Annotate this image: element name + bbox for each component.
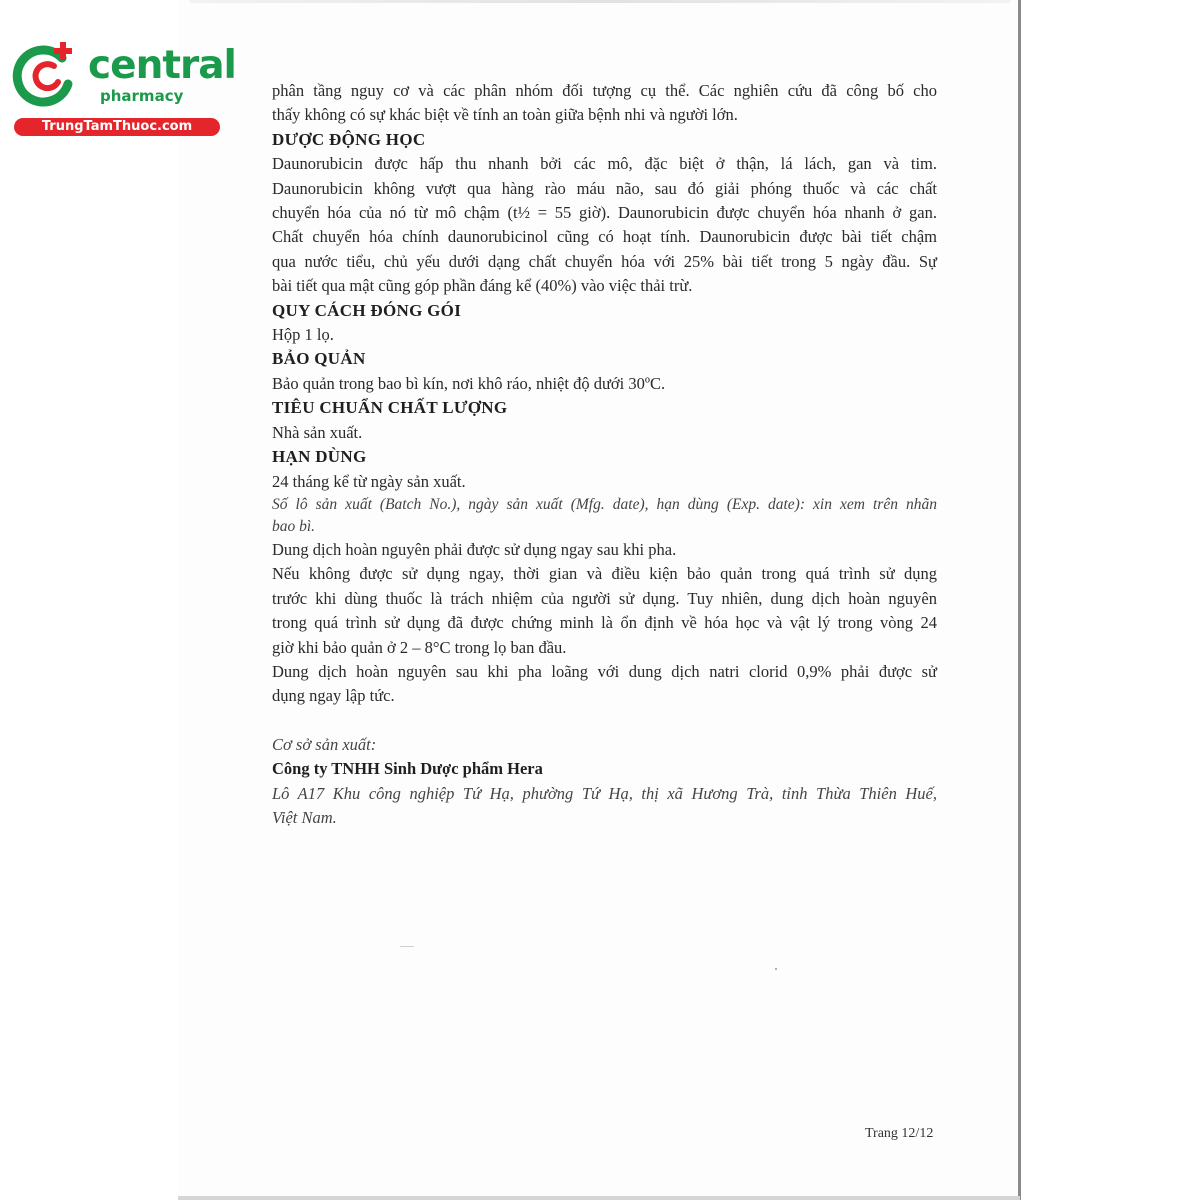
page-right-edge <box>1018 0 1021 1200</box>
scan-speck <box>400 946 414 947</box>
scan-speck <box>775 968 777 970</box>
batch-info-line: bao bì. <box>272 517 316 535</box>
logo-website-url[interactable]: TrungTamThuoc.com <box>14 118 220 136</box>
expiry-text: 24 tháng kể từ ngày sản xuất. <box>272 471 466 491</box>
storage-text: Bảo quản trong bao bì kín, nơi khô ráo, nhiệt độ dưới 30ºC. <box>272 373 666 393</box>
manufacturer-name: Công ty TNHH Sinh Dược phẩm Hera <box>272 759 543 779</box>
section-heading-quality-standard: TIÊU CHUẨN CHẤT LƯỢNG <box>272 398 508 418</box>
text-line: Dung dịch hoàn nguyên sau khi pha loãng với dung dịch natri clorid 0,9% phải được sử <box>272 661 937 681</box>
text-line: dụng ngay lập tức. <box>272 686 395 706</box>
manufacturer-address-line: Việt Nam. <box>272 807 337 827</box>
manufacturer-label: Cơ sở sản xuất: <box>272 734 377 754</box>
text-line: bài tiết qua mật cũng góp phần đáng kể (40%) vào việc thải trừ. <box>272 276 693 296</box>
logo-wordmark: central <box>88 43 236 88</box>
section-heading-packaging: QUY CÁCH ĐÓNG GÓI <box>272 300 462 320</box>
reconstitution-text: Dung dịch hoàn nguyên phải được sử dụng ngay sau khi pha. <box>272 539 677 559</box>
batch-info-line: Số lô sản xuất (Batch No.), ngày sản xuất (Mfg. date), hạn dùng (Exp. date): xin xem trên nhãn <box>272 495 937 513</box>
document-body <box>272 79 937 830</box>
pharmacy-cross-icon <box>10 38 82 110</box>
section-heading-expiry: HẠN DÙNG <box>272 447 367 467</box>
text-line: trước khi dùng thuốc là trách nhiệm của người sử dụng. Tuy nhiên, dung dịch hoàn nguyên <box>272 588 937 608</box>
text-line: giờ khi bảo quản ở 2 – 8°C trong lọ ban đầu. <box>272 637 567 657</box>
logo-subtitle: pharmacy <box>100 87 184 105</box>
text-line: Nếu không được sử dụng ngay, thời gian và điều kiện bảo quản trong quá trình sử dụng <box>272 564 937 584</box>
page-number: Trang 12/12 <box>865 1126 934 1141</box>
text-line: qua nước tiểu, chủ yếu dưới dạng chất chuyển hóa với 25% bài tiết trong 5 ngày đầu. Sự <box>272 251 937 271</box>
text-line: trong quá trình sử dụng đã được chứng minh là ổn định về hóa học và vật lý trong vòng 24 <box>272 613 937 633</box>
packaging-text: Hộp 1 lọ. <box>272 325 334 345</box>
page-bottom-edge <box>178 1196 1020 1200</box>
text-line: Chất chuyển hóa chính daunorubicinol cũng có hoạt tính. Daunorubicin được bài tiết chậm <box>272 227 937 247</box>
text-line: phân tầng nguy cơ và các phân nhóm đối tượng cụ thể. Các nghiên cứu đã công bố cho <box>272 81 937 100</box>
manufacturer-address-line: Lô A17 Khu công nghiệp Tứ Hạ, phường Tứ Hạ, thị xã Hương Trà, tỉnh Thừa Thiên Huế, <box>272 783 937 803</box>
page-top-edge <box>190 0 1010 3</box>
section-heading-pharmacokinetics: DƯỢC ĐỘNG HỌC <box>272 129 426 149</box>
text-line: chuyển hóa của nó từ mô chậm (t½ = 55 giờ). Daunorubicin được chuyển hóa nhanh ở gan. <box>272 203 937 223</box>
spacer <box>272 709 937 733</box>
text-line: Daunorubicin được hấp thu nhanh bởi các mô, đặc biệt ở thận, lá lách, gan và tim. <box>272 154 937 174</box>
text-line: thấy không có sự khác biệt về tính an toàn giữa bệnh nhi và người lớn. <box>272 105 738 125</box>
section-heading-storage: BẢO QUẢN <box>272 349 366 369</box>
quality-text: Nhà sản xuất. <box>272 422 363 442</box>
text-line: Daunorubicin không vượt qua hàng rào máu não, sau đó giải phóng thuốc và các chất <box>272 178 937 198</box>
central-pharmacy-logo[interactable] <box>10 38 236 138</box>
